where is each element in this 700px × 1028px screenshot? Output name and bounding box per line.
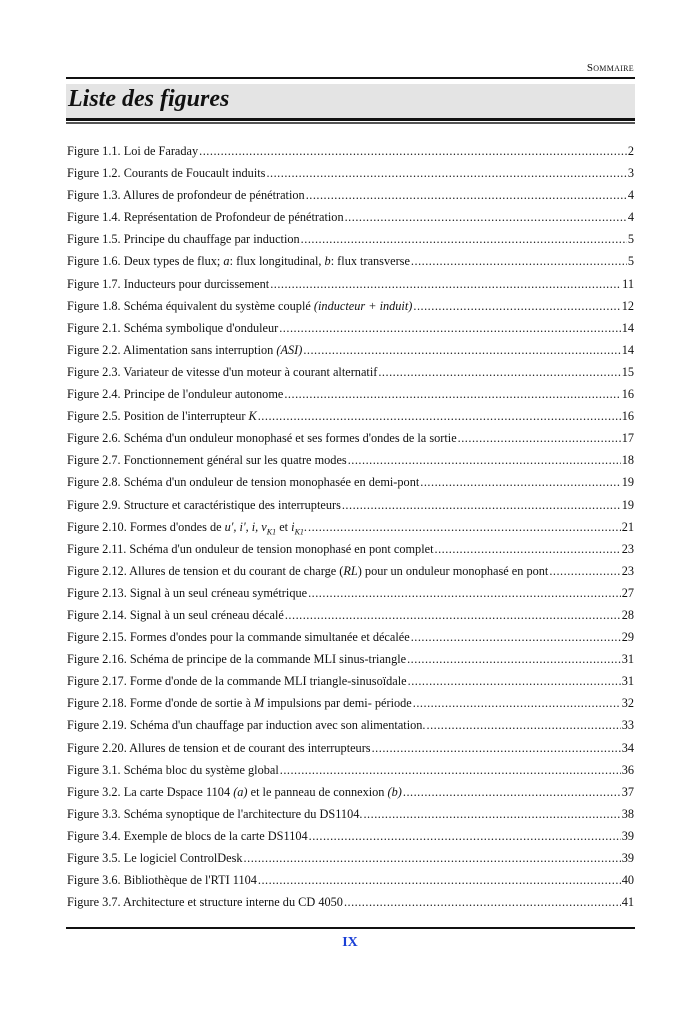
dot-leader <box>549 564 620 579</box>
entry-label-part: Figure 1.8. Schéma équivalent du système couplé <box>67 298 314 313</box>
toc-entry[interactable] <box>67 387 634 409</box>
entry-label-part: . <box>303 519 307 534</box>
entry-label-part: Figure 3.5. Le logiciel ControlDesk <box>67 851 243 865</box>
entry-label-part: Figure 2.7. Fonctionnement général sur les quatre modes <box>67 453 347 468</box>
entry-page-number: 19 <box>621 475 634 490</box>
entry-label-part: Figure 2.15. Formes d'ondes pour la commande simultanée et décalée <box>67 630 410 645</box>
entry-label-part: Figure 2.10. Formes d'ondes de <box>67 519 225 534</box>
entry-label-part: Figure 1.6. Deux types de flux; <box>67 254 224 269</box>
entry-label <box>67 409 257 424</box>
entry-label <box>67 343 302 358</box>
entry-label-part: Figure 2.11. Schéma d'un onduleur de tension monophasé en pont complet <box>67 541 434 556</box>
dot-leader <box>244 851 621 866</box>
toc-entry[interactable] <box>67 365 634 387</box>
entry-label-part: RL <box>343 563 358 578</box>
entry-label <box>67 829 308 844</box>
toc-entry[interactable] <box>67 873 634 895</box>
dot-leader <box>345 210 627 225</box>
entry-page-number: 19 <box>621 497 634 512</box>
title-rule-secondary <box>66 122 635 124</box>
entry-label <box>67 254 410 269</box>
entry-label-part: Figure 1.2. Courants de Foucault induits <box>67 166 266 181</box>
entry-label-part: M <box>253 696 265 711</box>
entry-label-part: Figure 2.9. Structure et caractéristique des interrupteurs <box>67 497 341 512</box>
entry-label <box>67 652 406 667</box>
toc-entry[interactable] <box>67 232 634 254</box>
dot-leader <box>301 232 627 247</box>
dot-leader <box>413 299 620 314</box>
entry-label-part: Figure 2.20. Allures de tension et de courant des interrupteurs <box>67 740 371 755</box>
entry-page-number: 34 <box>621 740 634 755</box>
entry-label <box>67 696 412 711</box>
dot-leader <box>420 475 620 490</box>
entry-label <box>67 520 307 536</box>
entry-page-number: 40 <box>621 873 634 888</box>
entry-label-part: (ASI) <box>276 342 303 357</box>
entry-page-number: 2 <box>627 144 634 158</box>
figure-list <box>67 144 634 917</box>
entry-label-part: Figure 2.19. Schéma d'un chauffage par induction avec son alimentation. <box>67 718 426 733</box>
entry-label-part: i <box>291 519 295 534</box>
dot-leader <box>284 387 620 402</box>
dot-leader <box>363 807 620 822</box>
entry-label-part: K1 <box>266 527 277 537</box>
toc-entry[interactable] <box>67 321 634 343</box>
entry-label <box>67 895 343 910</box>
dot-leader <box>403 785 621 800</box>
entry-label-part: Figure 1.5. Principe du chauffage par induction <box>67 232 300 247</box>
dot-leader <box>372 741 621 756</box>
entry-label-part: Figure 3.4. Exemple de blocs de la carte DS1104 <box>67 828 308 843</box>
entry-label-part: impulsions par demi- période <box>264 696 412 711</box>
entry-label <box>67 475 419 490</box>
dot-leader <box>270 277 621 292</box>
entry-page-number: 27 <box>621 585 634 600</box>
entry-label-part: Figure 3.6. Bibliothèque de l'RTI 1104 <box>67 873 257 888</box>
toc-entry[interactable] <box>67 564 634 586</box>
dot-leader <box>303 343 620 358</box>
entry-label-part: Figure 2.2. Alimentation sans interruption <box>67 342 277 357</box>
entry-label <box>67 453 347 468</box>
entry-label-part: : flux transverse <box>330 254 410 269</box>
dot-leader <box>280 763 621 778</box>
entry-label-part: Figure 2.18. Forme d'onde de sortie à <box>67 696 254 711</box>
page-title: Liste des figures <box>68 86 230 112</box>
entry-label <box>67 431 457 446</box>
toc-entry[interactable] <box>67 630 634 652</box>
entry-label-part: et le panneau de connexion <box>247 784 388 799</box>
dot-leader <box>378 365 620 380</box>
toc-entry[interactable] <box>67 718 634 740</box>
entry-label-part: Figure 1.4. Représentation de Profondeur de pénétration <box>67 210 344 225</box>
dot-leader <box>435 542 621 557</box>
entry-page-number: 29 <box>621 630 634 645</box>
page-number: IX <box>342 935 358 950</box>
entry-label <box>67 365 377 380</box>
toc-entry[interactable] <box>67 277 634 299</box>
entry-label-part: Figure 2.5. Position de l'interrupteur <box>67 409 249 424</box>
entry-label-part: Figure 1.7. Inducteurs pour durcissement <box>67 276 270 291</box>
toc-entry[interactable] <box>67 829 634 851</box>
entry-page-number: 23 <box>621 541 634 556</box>
toc-entry[interactable] <box>67 409 634 431</box>
entry-page-number: 16 <box>621 409 634 424</box>
entry-label-part: Figure 1.3. Allures de profondeur de pénétration <box>67 188 305 203</box>
dot-leader <box>258 409 621 424</box>
entry-page-number: 18 <box>621 453 634 468</box>
toc-entry[interactable] <box>67 586 634 608</box>
dot-leader <box>199 144 627 159</box>
dot-leader <box>342 498 621 513</box>
entry-label-part: et <box>276 519 292 534</box>
entry-label-part: Figure 2.16. Schéma de principe de la commande MLI sinus-triangle <box>67 652 407 667</box>
entry-label <box>67 498 341 513</box>
dot-leader <box>427 718 621 733</box>
entry-page-number: 32 <box>621 696 634 711</box>
dot-leader <box>407 652 621 667</box>
entry-label <box>67 387 283 402</box>
toc-entry[interactable] <box>67 895 634 917</box>
toc-entry[interactable] <box>67 807 634 829</box>
dot-leader <box>348 453 621 468</box>
entry-label-part: Figure 2.8. Schéma d'un onduleur de tension monophasée en demi-pont <box>67 475 420 490</box>
entry-label-part: : flux longitudinal, <box>229 254 325 269</box>
entry-label-part: Figure 2.4. Principe de l'onduleur autonome <box>67 387 284 402</box>
toc-entry[interactable] <box>67 851 634 873</box>
entry-label-part: Figure 3.3. Schéma synoptique de l'architecture du DS1104. <box>67 806 363 821</box>
entry-label-part: K <box>248 409 257 424</box>
dot-leader <box>279 321 620 336</box>
entry-page-number: 38 <box>621 806 634 821</box>
entry-label <box>67 144 198 159</box>
entry-label-part: a <box>223 254 230 269</box>
entry-label <box>67 718 426 733</box>
entry-page-number: 39 <box>621 828 634 843</box>
entry-label-part: Figure 2.14. Signal à un seul créneau décalé <box>67 607 284 622</box>
toc-entry[interactable] <box>67 475 634 497</box>
entry-page-number: 31 <box>621 674 634 689</box>
entry-label <box>67 873 257 888</box>
entry-page-number: 41 <box>621 895 634 910</box>
dot-leader <box>309 829 621 844</box>
toc-entry[interactable] <box>67 453 634 475</box>
toc-entry[interactable] <box>67 608 634 630</box>
entry-page-number: 36 <box>621 762 634 777</box>
entry-page-number: 21 <box>621 519 634 534</box>
entry-page-number: 16 <box>621 387 634 402</box>
entry-label-part: (inducteur + induit) <box>313 298 413 313</box>
title-rule <box>66 118 635 121</box>
entry-label <box>67 630 410 645</box>
toc-entry[interactable] <box>67 144 634 166</box>
entry-label <box>67 277 269 292</box>
toc-entry[interactable] <box>67 188 634 210</box>
entry-label-part: Figure 3.1. Schéma bloc du système global <box>67 762 279 777</box>
entry-label <box>67 166 265 181</box>
entry-label-part: Figure 3.7. Architecture et structure interne du CD 4050 <box>67 895 343 910</box>
dot-leader <box>285 608 621 623</box>
toc-entry[interactable] <box>67 696 634 718</box>
entry-page-number: 23 <box>621 563 634 578</box>
entry-label-part: Figure 2.6. Schéma d'un onduleur monophasé et ses formes d'ondes de la sortie <box>67 431 457 446</box>
dot-leader <box>411 254 627 269</box>
entry-label <box>67 608 284 623</box>
entry-label-part: (a) <box>233 784 248 799</box>
entry-label <box>67 763 279 778</box>
dot-leader <box>408 674 621 689</box>
dot-leader <box>344 895 621 910</box>
entry-page-number: 5 <box>627 232 634 247</box>
toc-entry[interactable] <box>67 763 634 785</box>
toc-entry[interactable] <box>67 542 634 564</box>
toc-entry[interactable] <box>67 741 634 763</box>
entry-label-part: ) pour un onduleur monophasé en pont <box>357 563 549 578</box>
entry-label <box>67 299 412 314</box>
dot-leader <box>258 873 621 888</box>
dot-leader <box>458 431 621 446</box>
title-band <box>66 84 635 118</box>
dot-leader <box>266 166 626 181</box>
entry-page-number: 4 <box>627 188 634 203</box>
entry-page-number: 37 <box>621 784 634 799</box>
entry-page-number: 11 <box>622 276 634 291</box>
toc-entry[interactable] <box>67 431 634 453</box>
footer-rule <box>66 927 635 929</box>
entry-label-part: K1 <box>294 527 304 537</box>
entry-page-number: 14 <box>621 320 634 335</box>
dot-leader <box>411 630 621 645</box>
toc-entry[interactable] <box>67 674 634 696</box>
entry-page-number: 3 <box>627 166 634 181</box>
entry-label <box>67 785 402 800</box>
entry-label <box>67 188 305 203</box>
entry-label-part: Figure 2.12. Allures de tension et du courant de charge ( <box>67 563 344 578</box>
entry-label <box>67 851 243 866</box>
entry-label-part: Figure 1.1. Loi de Faraday <box>67 144 199 158</box>
toc-entry[interactable] <box>67 520 634 542</box>
entry-label <box>67 564 548 579</box>
toc-entry[interactable] <box>67 785 634 807</box>
running-head: Sommaire <box>586 62 634 74</box>
entry-label-part: Figure 2.13. Signal à un seul créneau symétrique <box>67 585 308 600</box>
entry-page-number: 33 <box>621 718 634 733</box>
entry-label <box>67 807 362 822</box>
dot-leader <box>413 696 621 711</box>
entry-page-number: 14 <box>621 342 634 357</box>
entry-label <box>67 741 371 756</box>
entry-label-part: Figure 2.1. Schéma symbolique d'onduleur <box>67 320 279 335</box>
entry-page-number: 15 <box>621 364 634 379</box>
toc-entry[interactable] <box>67 254 634 276</box>
entry-label <box>67 542 434 557</box>
entry-label-part: Figure 2.3. Variateur de vitesse d'un moteur à courant alternatif <box>67 364 378 379</box>
entry-label-part: b <box>324 254 331 269</box>
entry-label-part: Figure 2.17. Forme d'onde de la commande MLI triangle-sinusoïdale <box>67 674 407 689</box>
entry-page-number: 12 <box>621 298 634 313</box>
toc-entry[interactable] <box>67 166 634 188</box>
entry-label <box>67 586 307 601</box>
entry-label <box>67 674 407 689</box>
entry-page-number: 5 <box>627 254 634 269</box>
entry-label-part: u', i', i, v <box>224 519 267 534</box>
header-rule <box>66 77 635 79</box>
entry-page-number: 28 <box>621 607 634 622</box>
entry-label-part: (b) <box>387 784 402 799</box>
entry-page-number: 39 <box>621 851 634 865</box>
entry-label-part: Figure 3.2. La carte Dspace 1104 <box>67 784 234 799</box>
dot-leader <box>308 520 621 535</box>
entry-label <box>67 210 344 225</box>
entry-page-number: 4 <box>627 210 634 225</box>
dot-leader <box>306 188 627 203</box>
entry-label <box>67 232 300 247</box>
toc-entry[interactable] <box>67 652 634 674</box>
dot-leader <box>308 586 621 601</box>
toc-entry[interactable] <box>67 210 634 232</box>
entry-page-number: 17 <box>621 431 634 446</box>
toc-entry[interactable] <box>67 299 634 321</box>
toc-entry[interactable] <box>67 498 634 520</box>
entry-page-number: 31 <box>621 652 634 667</box>
entry-label <box>67 321 278 336</box>
toc-entry[interactable] <box>67 343 634 365</box>
